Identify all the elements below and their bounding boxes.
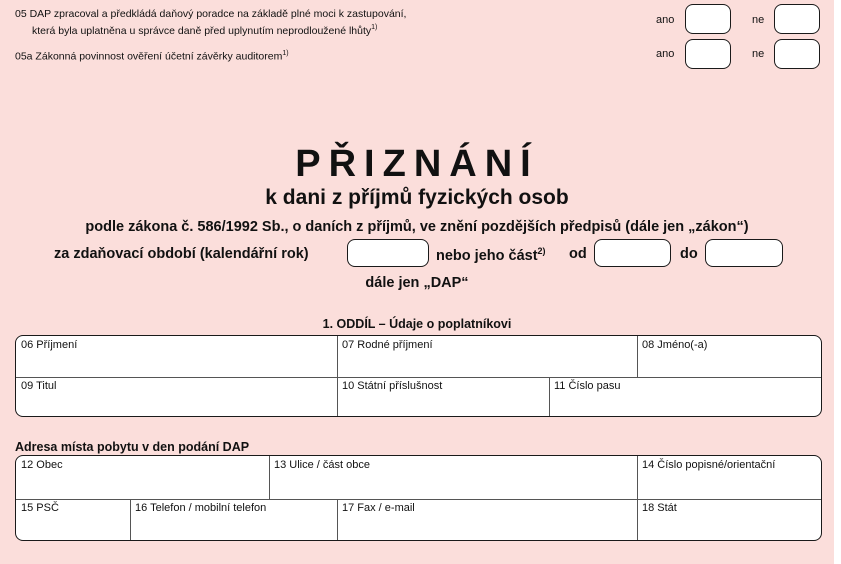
period-from-input[interactable] <box>594 239 671 267</box>
field-06-surname[interactable] <box>16 336 337 377</box>
field-18-label: 18 Stát <box>642 502 677 514</box>
field-05-yes-label: ano <box>656 14 675 26</box>
field-05a-text: 05a Zákonná povinnost ověření účetní závěrky auditorem <box>15 50 283 63</box>
field-05-no-checkbox[interactable] <box>774 4 820 34</box>
field-17-label: 17 Fax / e-mail <box>342 502 415 514</box>
field-12-city[interactable] <box>16 456 269 499</box>
field-05a-no-label: ne <box>752 48 765 60</box>
field-11-label: 11 Číslo pasu <box>554 380 621 392</box>
field-08-label: 08 Jméno(-a) <box>642 339 708 351</box>
field-05-yes-checkbox[interactable] <box>685 4 731 34</box>
field-05a-yes-checkbox[interactable] <box>685 39 731 69</box>
form-subtitle: k dani z příjmů fyzických osob <box>265 186 569 209</box>
field-10-citizenship[interactable] <box>337 377 549 417</box>
part-label-text: nebo jeho část <box>436 247 538 264</box>
field-07-birth-surname[interactable] <box>337 336 637 377</box>
field-11-passport[interactable] <box>549 377 821 417</box>
address-title: Adresa místa pobytu v den podání DAP <box>15 440 250 454</box>
form-law-reference: podle zákona č. 586/1992 Sb., o daních z příjmů, ve znění pozdějších předpisů (dále jen „zákon“) <box>85 219 749 235</box>
field-10-label: 10 Státní příslušnost <box>342 380 443 392</box>
field-12-label: 12 Obec <box>21 459 63 471</box>
field-16-label: 16 Telefon / mobilní telefon <box>135 502 267 514</box>
part-footnote: 2) <box>537 246 546 256</box>
field-05-line2: která byla uplatněna u správce daně před uplynutím neprodloužené lhůty <box>32 24 372 37</box>
section1-table <box>15 335 822 417</box>
part-label <box>436 246 546 264</box>
field-07-label: 07 Rodné příjmení <box>342 339 433 351</box>
field-17-fax-email[interactable] <box>337 499 637 540</box>
field-09-title[interactable] <box>16 377 337 417</box>
from-label: od <box>569 246 587 262</box>
field-13-street[interactable] <box>269 456 637 499</box>
address-table <box>15 455 822 541</box>
section1-title: 1. ODDÍL – Údaje o poplatníkovi <box>322 317 512 331</box>
field-06-label: 06 Příjmení <box>21 339 78 351</box>
dap-abbreviation: dále jen „DAP“ <box>365 275 469 291</box>
field-16-phone[interactable] <box>130 499 337 540</box>
field-14-house-number[interactable] <box>637 456 821 499</box>
period-to-input[interactable] <box>705 239 783 267</box>
field-14-label: 14 Číslo popisné/orientační <box>642 459 776 471</box>
field-05a-footnote: 1) <box>282 50 289 57</box>
form-title: PŘIZNÁNÍ <box>295 143 539 185</box>
period-label: za zdaňovací období (kalendářní rok) <box>54 246 309 262</box>
field-08-first-name[interactable] <box>637 336 821 377</box>
field-05-label <box>15 8 406 38</box>
field-05-line1: 05 DAP zpracoval a předkládá daňový poradce na základě plné moci k zastupování, <box>15 8 407 20</box>
field-15-label: 15 PSČ <box>21 502 59 514</box>
field-05-footnote: 1) <box>371 24 378 31</box>
field-05a-no-checkbox[interactable] <box>774 39 820 69</box>
field-13-label: 13 Ulice / část obce <box>274 459 370 471</box>
field-09-label: 09 Titul <box>21 380 57 392</box>
to-label: do <box>680 246 698 262</box>
field-05a-label <box>15 47 289 64</box>
field-15-postcode[interactable] <box>16 499 130 540</box>
field-05-no-label: ne <box>752 14 765 26</box>
period-year-input[interactable] <box>347 239 429 267</box>
field-18-country[interactable] <box>637 499 821 540</box>
field-05a-yes-label: ano <box>656 48 675 60</box>
